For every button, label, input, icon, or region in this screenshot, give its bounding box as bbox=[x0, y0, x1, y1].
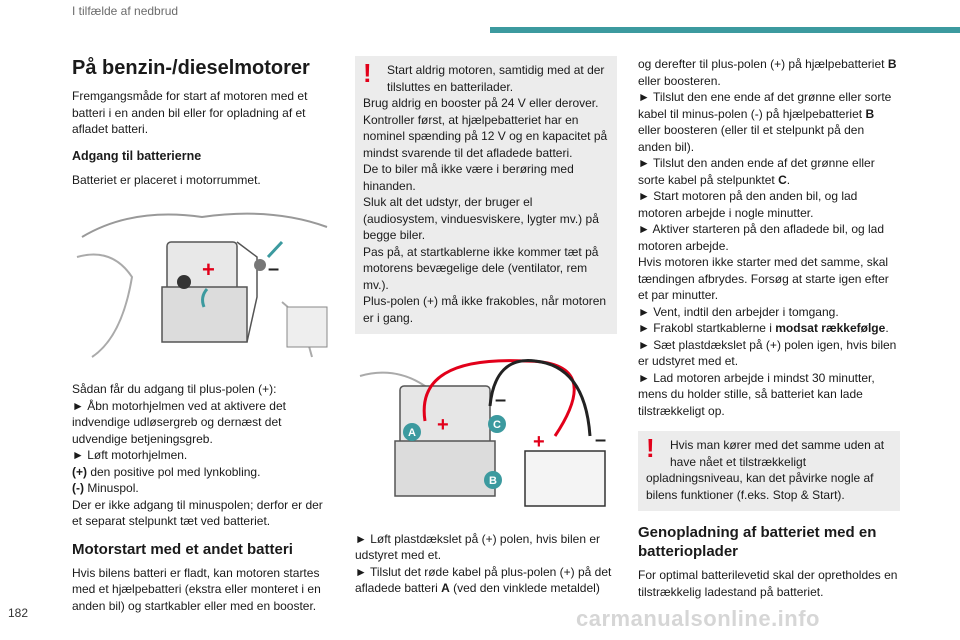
jumpstart-illustration bbox=[355, 346, 617, 521]
c3-line-7: ► Vent, indtil den arbejder i tomgang. bbox=[638, 304, 839, 319]
column-3 bbox=[638, 56, 900, 606]
c3-line-6: Hvis motoren ikke starter med det samme, skal tændingen afbrydes. Forsøg at starte igen efter et par minutter. bbox=[638, 255, 889, 302]
warning-box-2 bbox=[638, 431, 900, 511]
svg-text:–: – bbox=[495, 389, 507, 411]
warning2-rest: opladningsniveau, kan det påvirke nogle af bilens funktioner (f.eks. Stop & Start). bbox=[646, 471, 874, 502]
label-b: B bbox=[489, 475, 497, 487]
c3-l8-end: . bbox=[885, 321, 889, 335]
c3-line-4: ► Start motoren på den anden bil, og lad motoren arbejde i nogle minutter. bbox=[638, 189, 858, 220]
battery-location-text: Batteriet er placeret i motorrummet. bbox=[72, 173, 261, 187]
c3-l3-end: . bbox=[786, 172, 791, 187]
section-jumpstart-body: Hvis bilens batteri er fladt, kan motoren startes med et hjælpebatteri (ekstra eller monteret i en anden bil) og startkabler eller med en booster. bbox=[72, 565, 321, 613]
svg-text:+: + bbox=[533, 431, 545, 453]
c3-l2-text: ► Tilslut den ene ende af det grønne eller sorte kabel til minus-polen (-) på hjælpebatteriet bbox=[638, 90, 892, 121]
plus-description: den positive pol med lynkobling. bbox=[87, 464, 261, 479]
plus-symbol: (+) bbox=[72, 464, 87, 479]
warning-box bbox=[355, 56, 617, 334]
watermark: carmanualsonline.info bbox=[576, 606, 820, 631]
running-header: I tilfælde af nedbrud bbox=[72, 4, 179, 18]
subheading-access: Adgang til batterierne bbox=[72, 148, 202, 163]
minus-note: Der er ikke adgang til minuspolen; derfor er der et separat stelpunkt tæt ved batteriet. bbox=[72, 497, 323, 528]
minus-pole-legend bbox=[72, 480, 334, 497]
access-line-3: ► Løft motorhjelmen. bbox=[72, 448, 188, 462]
warning-line-4: Sluk alt det udstyr, der bruger el (audiosystem, vinduesviskere, lygter mv.) på begge biler. bbox=[363, 195, 599, 242]
minus-symbol: (-) bbox=[72, 481, 84, 495]
c3-line-5: ► Aktiver starteren på den afladede bil, og lad motoren arbejde. bbox=[638, 222, 885, 253]
step-connect-red bbox=[355, 564, 617, 597]
section-jumpstart-title: Motorstart med et andet batteri bbox=[72, 540, 293, 558]
c3-l3-bold: C bbox=[778, 172, 787, 187]
warning-line-6: Plus-polen (+) må ikke frakobles, når motoren er i gang. bbox=[363, 294, 607, 325]
column-1 bbox=[72, 56, 334, 620]
warning2-first-line: Hvis man kører med det samme uden at have nået et tilstrækkeligt bbox=[670, 438, 885, 469]
minus-description: Minuspol. bbox=[84, 481, 139, 495]
access-line-1: Sådan får du adgang til plus-polen (+): bbox=[72, 382, 277, 396]
c3-l2-end: eller boosteren (eller til et stelpunkt på den anden bil). bbox=[638, 123, 865, 154]
c3-line-3 bbox=[638, 155, 900, 188]
step-red-text: ► Tilslut det røde kabel på plus-polen (+) på det afladede batteri bbox=[355, 564, 612, 595]
svg-text:–: – bbox=[268, 257, 280, 280]
plus-pole-legend bbox=[72, 464, 334, 481]
warning-icon: ! bbox=[646, 433, 655, 463]
page-title: På benzin-/dieselmotorer bbox=[72, 57, 310, 79]
page-number: 182 bbox=[8, 606, 29, 620]
c3-l8-text: ► Frakobl startkablerne i bbox=[638, 321, 776, 335]
access-line-2: ► Åbn motorhjelmen ved at aktivere det indvendige udløsergreb og dernæst det udvendige betjeningsgreb. bbox=[72, 398, 286, 446]
c3-line-10: ► Lad motoren arbejde i mindst 30 minutter, mens du holder stille, så batteriet kan lade tilstrækkeligt op. bbox=[638, 370, 875, 418]
header-accent-bar bbox=[490, 27, 960, 33]
c3-l2-bold: B bbox=[865, 106, 875, 121]
svg-text:+: + bbox=[437, 414, 449, 436]
section-charger-body: For optimal batterilevetid skal der opretholdes en tilstrækkelig ladestand på batteriet. bbox=[638, 568, 898, 599]
c3-line-8 bbox=[638, 320, 900, 337]
engine-bay-battery-illustration bbox=[72, 197, 334, 372]
c3-line-2 bbox=[638, 89, 900, 155]
c3-l1-text: og derefter til plus-polen (+) på hjælpebatteriet bbox=[638, 57, 888, 71]
warning-line-3: De to biler må ikke være i berøring med hinanden. bbox=[363, 162, 574, 193]
c3-l8-bold: modsat rækkefølge bbox=[775, 321, 886, 335]
step-red-battery-label: A bbox=[441, 581, 450, 595]
warning-line-2: Kontroller først, at hjælpebatteriet har en nominel spænding på 12 V og en kapacitet på mindst svarende til det afladede batteri. bbox=[363, 112, 608, 160]
c3-l1-end: eller boosteren. bbox=[638, 73, 721, 88]
c3-line-1 bbox=[638, 56, 900, 89]
step-red-end: (ved den vinklede metaldel) bbox=[449, 581, 600, 595]
section-charger-title: Genopladning af batteriet med en batterioplader bbox=[638, 524, 877, 560]
warning-first-line: Start aldrig motoren, samtidig med at der tilsluttes en batterilader. bbox=[387, 63, 605, 94]
c3-line-9: ► Sæt plastdækslet på (+) polen igen, hvis bilen er udstyret med et. bbox=[638, 337, 897, 368]
step-lift-cover: ► Løft plastdækslet på (+) polen, hvis bilen er udstyret med et. bbox=[355, 531, 600, 562]
c3-l1-bold: B bbox=[887, 57, 897, 71]
warning-line-5: Pas på, at startkablerne ikke kommer tæt på motorens bevægelige dele (ventilator, rem mv.). bbox=[363, 244, 599, 292]
intro-text: Fremgangsmåde for start af motoren med et batteri i en anden bil eller for opladning af et afladet batteri. bbox=[72, 89, 308, 136]
svg-text:–: – bbox=[595, 429, 607, 451]
column-2 bbox=[355, 56, 617, 597]
svg-text:+: + bbox=[202, 256, 215, 282]
c3-l3-text: ► Tilslut den anden ende af det grønne eller sorte kabel på stelpunktet bbox=[638, 156, 875, 187]
warning-line-1: Brug aldrig en booster på 24 V eller derover. bbox=[363, 96, 599, 110]
label-a: A bbox=[408, 427, 416, 439]
warning-icon: ! bbox=[363, 58, 372, 88]
label-c: C bbox=[493, 419, 501, 431]
